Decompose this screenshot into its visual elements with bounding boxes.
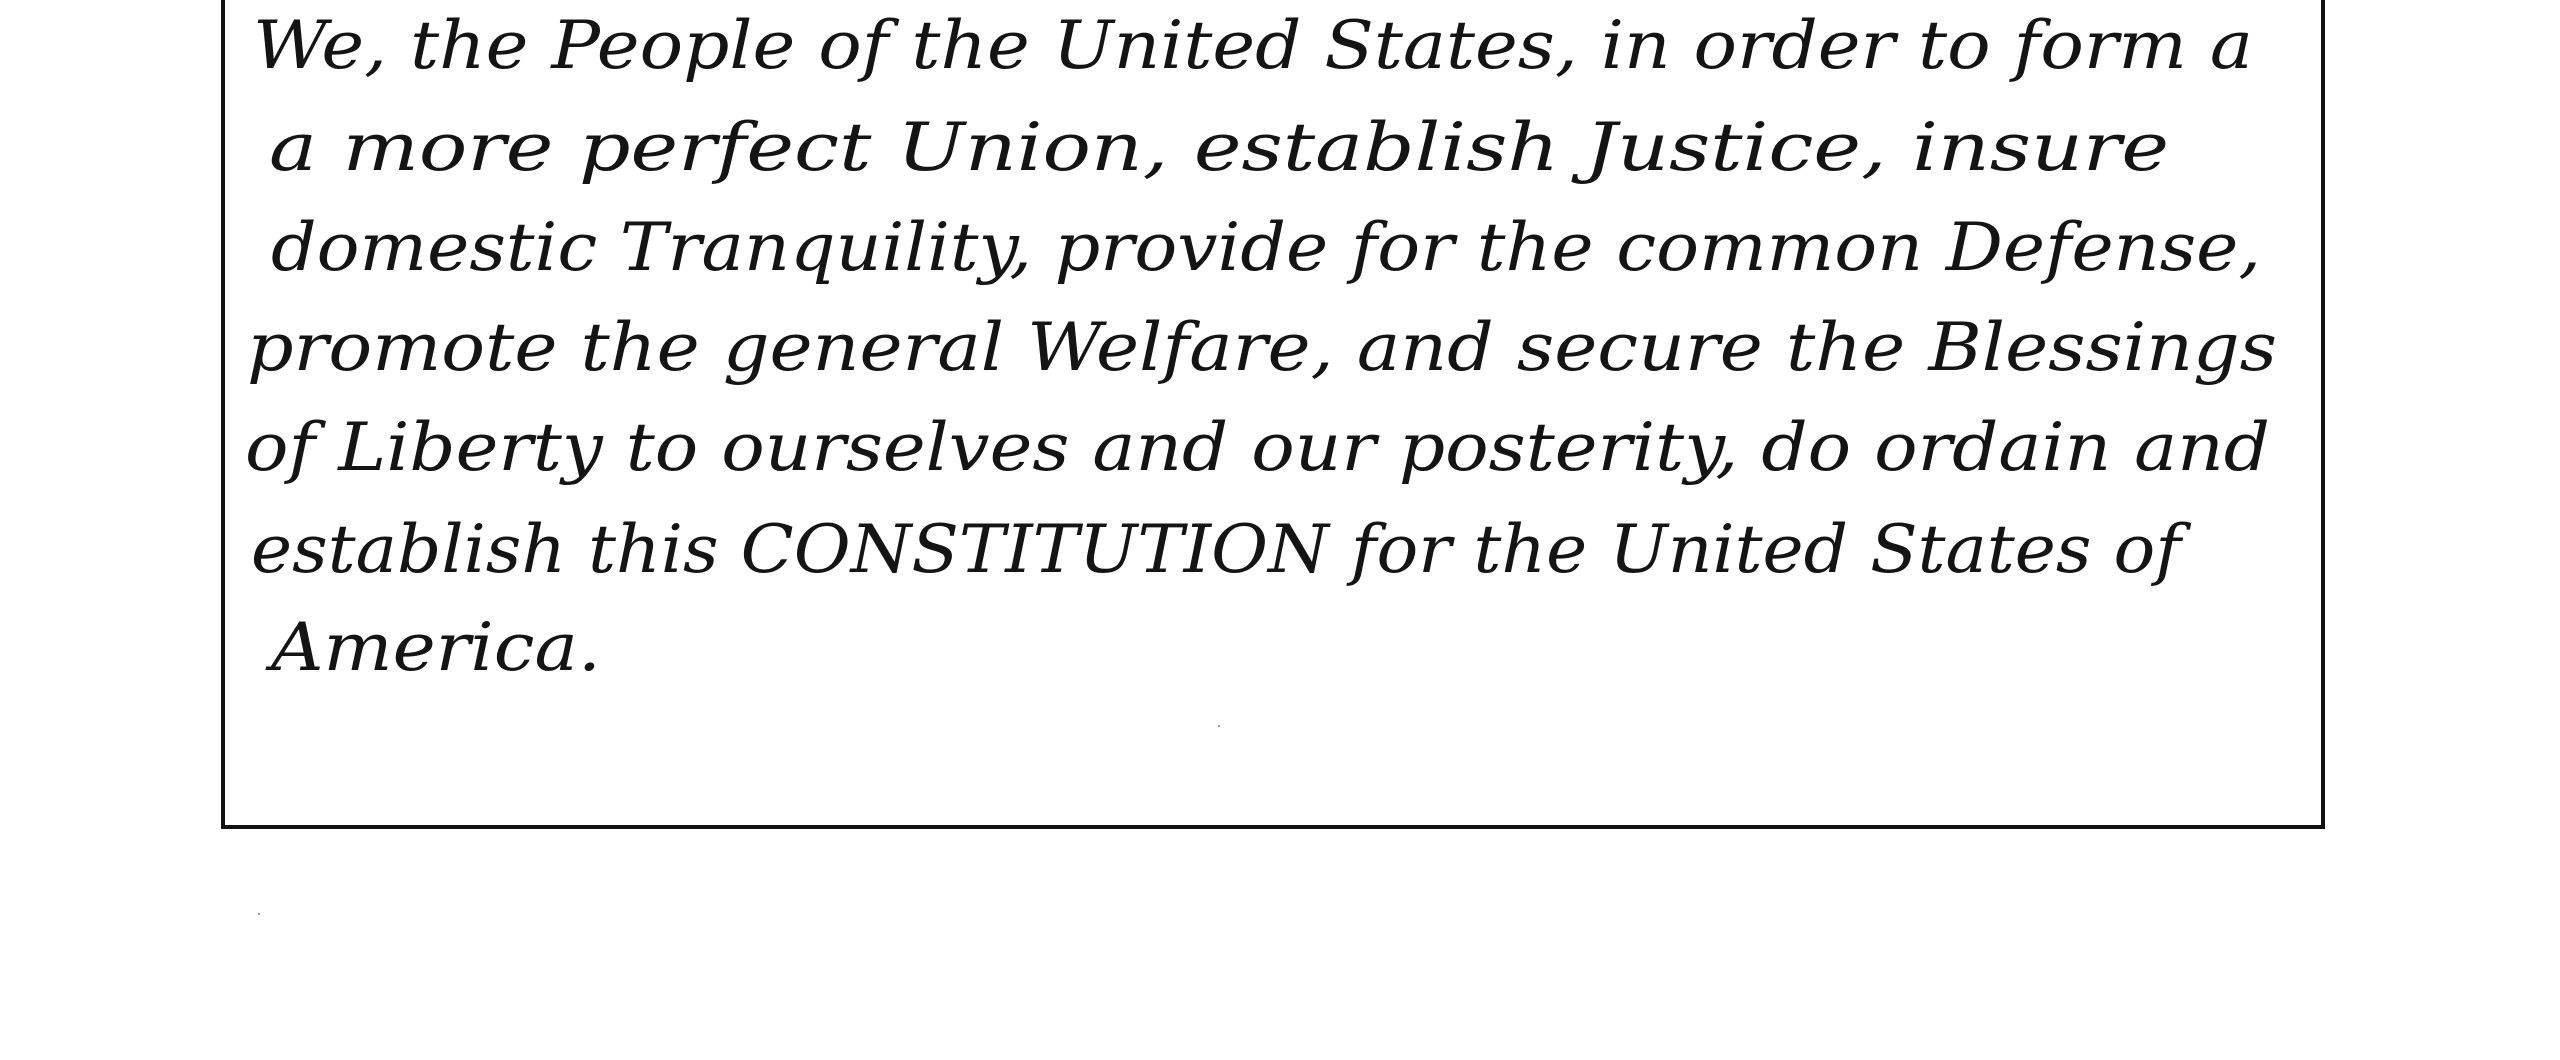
handwritten-line-6: establish this CONSTITUTION for the United States of <box>251 511 2193 588</box>
handwritten-line-7: America. <box>264 609 601 686</box>
handwritten-line-2: a more perfect Union, establish Justice, insure <box>269 109 2169 186</box>
handwritten-line-5: of Liberty to ourselves and our posterity, do ordain and <box>245 409 2270 486</box>
scan-speck <box>258 913 260 915</box>
handwritten-text-block <box>225 0 2329 829</box>
handwriting-frame <box>221 0 2325 829</box>
scan-speck <box>1218 725 1220 727</box>
handwritten-line-3: domestic Tranquility, provide for the common Defense, <box>271 209 2261 286</box>
handwritten-line-1: We, the People of the United States, in order to form a <box>253 7 2253 84</box>
handwritten-line-4: promote the general Welfare, and secure the Blessings <box>247 309 2277 386</box>
